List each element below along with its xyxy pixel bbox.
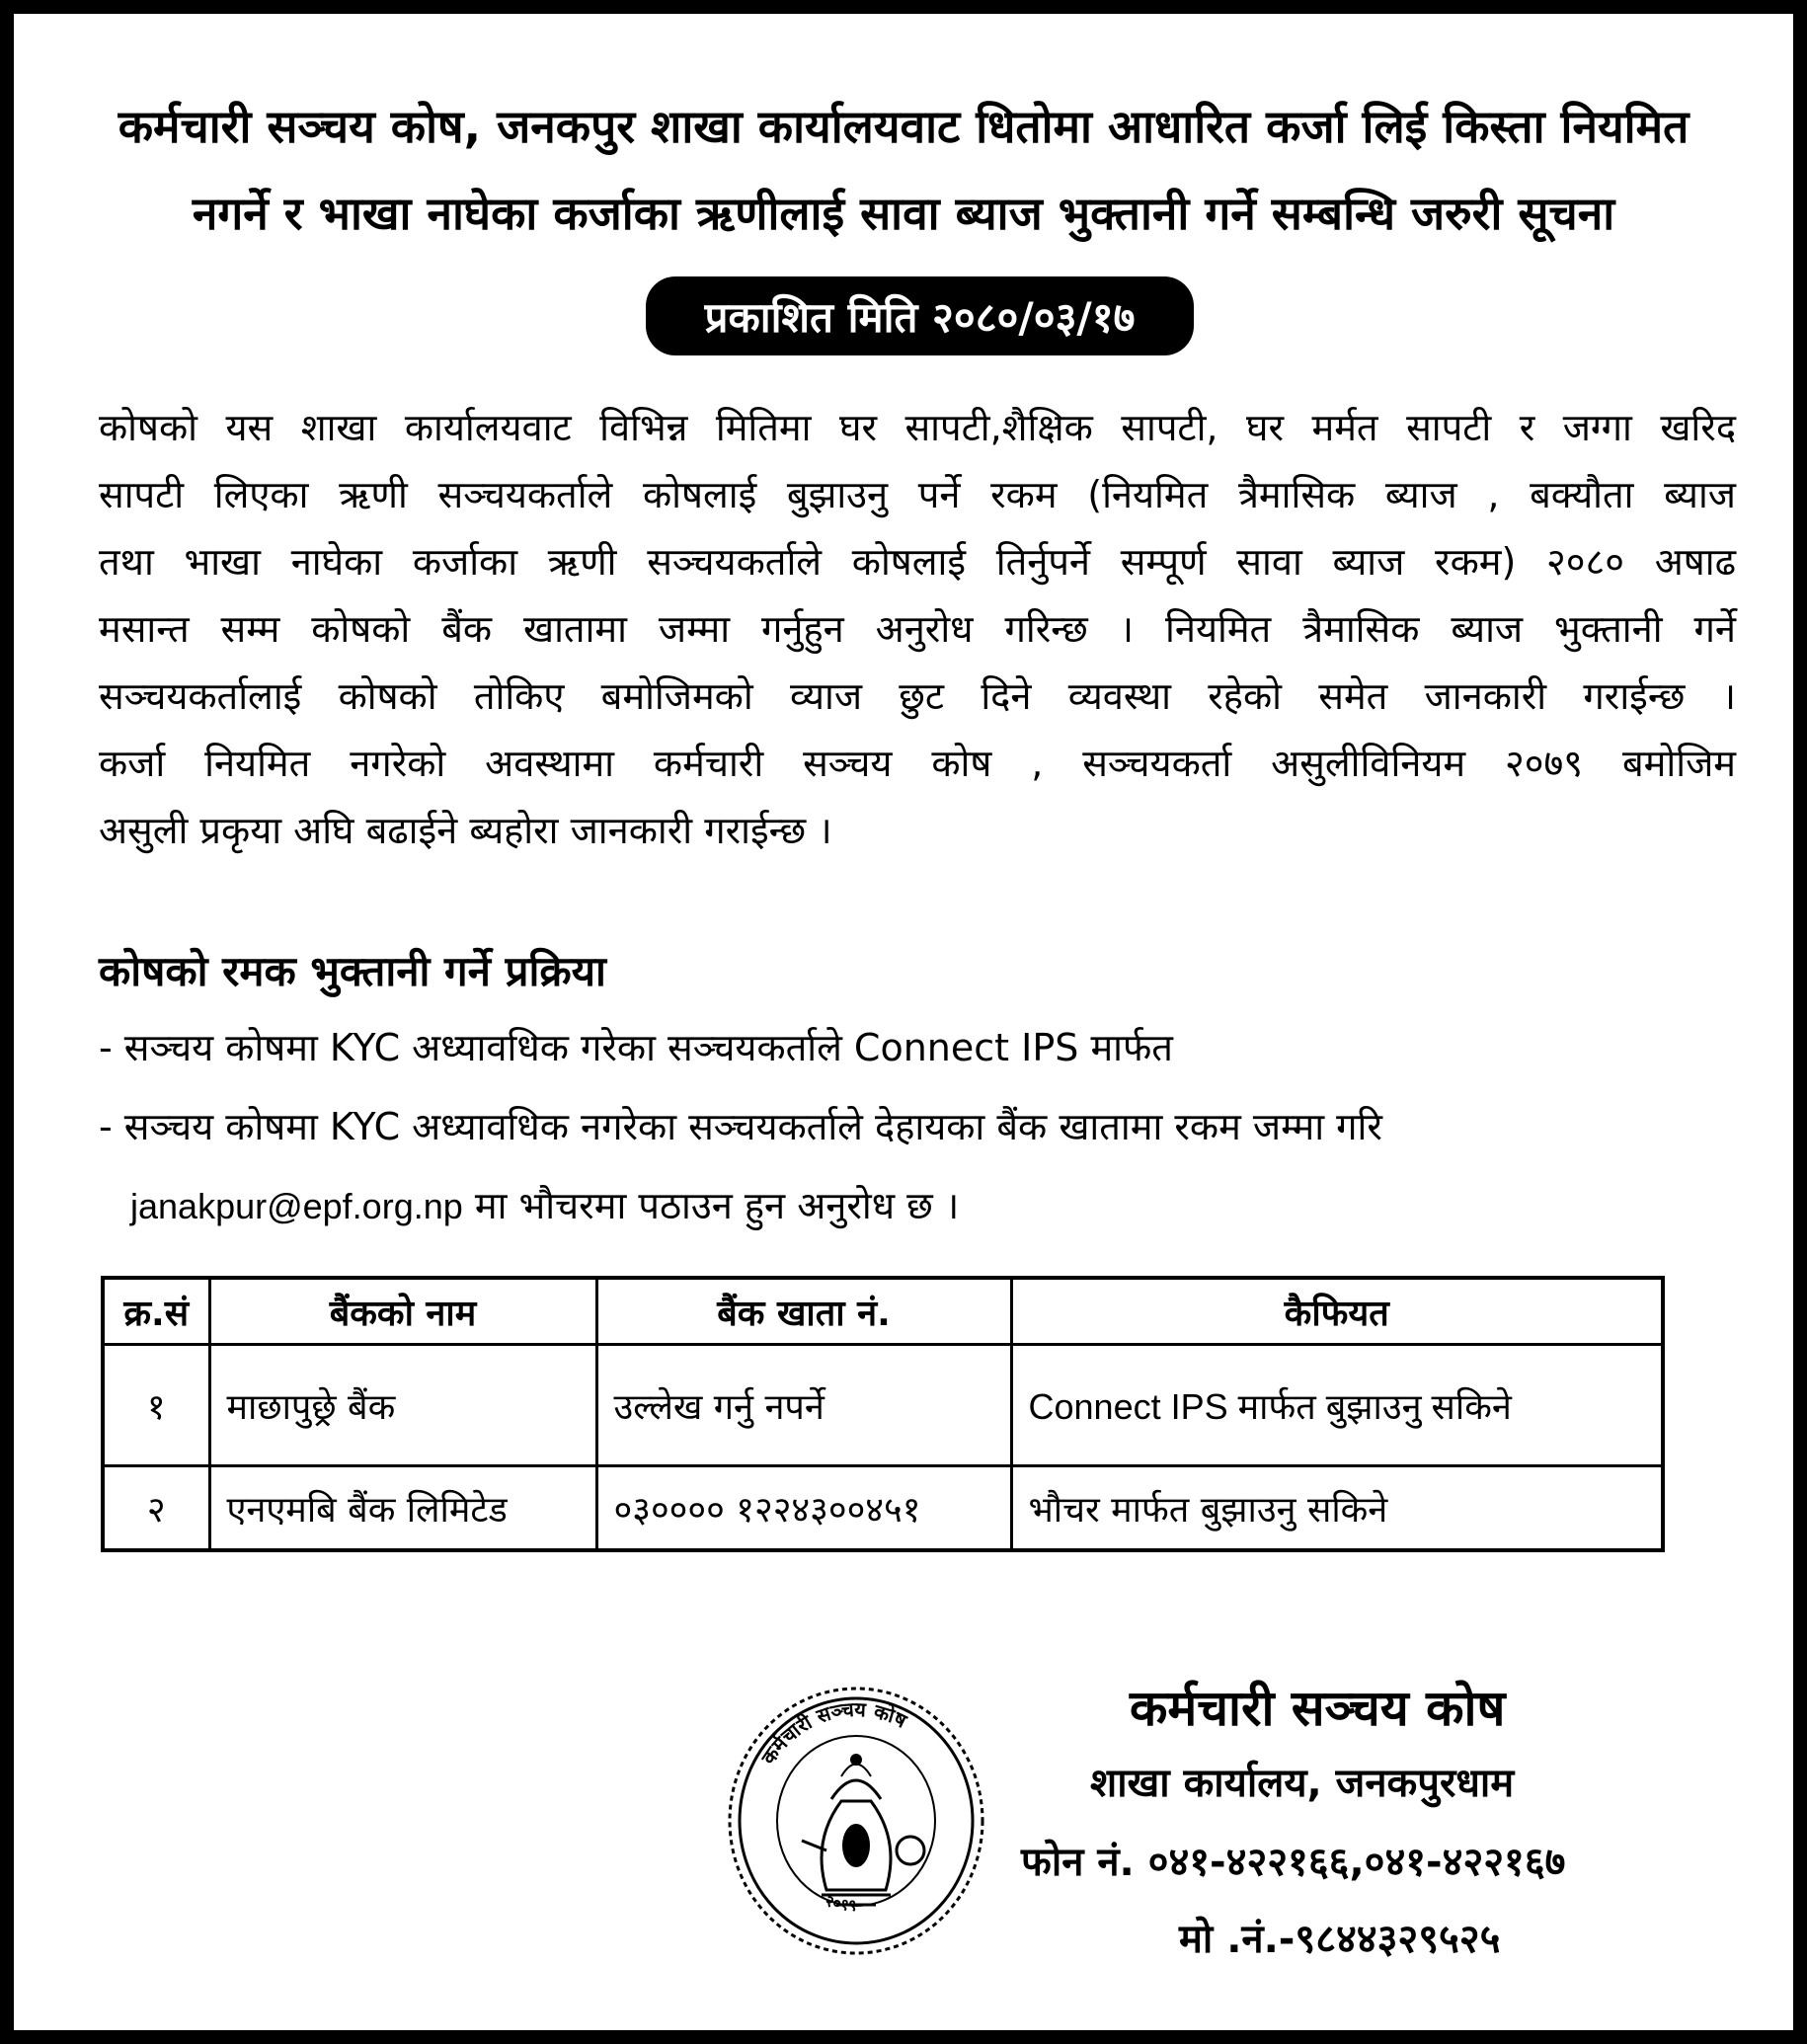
signature-org: कर्मचारी सञ्चय कोष (1130, 1680, 1506, 1737)
column-header-remarks: कैफियत (1011, 1278, 1663, 1345)
procedure-item-2-rest: मा भौचरमा पठाउन हुन अनुरोध छ । (462, 1184, 960, 1227)
body-line: तथा भाखा नाघेका कर्जाका ऋणी सञ्चयकर्ताले कोषलाई तिर्नुपर्ने सम्पूर्ण सावा ब्याज रकम) २०८० अषाढ (99, 540, 1736, 584)
body-line: कोषको यस शाखा कार्यालयवाट विभिन्न मितिमा घर सापटी,शैक्षिक सापटी, घर मर्मत सापटी र जग्गा खरिद (99, 406, 1736, 449)
notice-title (53, 83, 1754, 257)
column-header-account-number: बैंक खाता नं. (596, 1278, 1011, 1345)
procedure-item-2-continued (130, 1179, 959, 1230)
cell-serial: १ (103, 1345, 209, 1466)
cell-remarks: भौचर मार्फत बुझाउनु सकिने (1011, 1466, 1663, 1551)
procedure-title: कोषको रमक भुक्तानी गर्ने प्रक्रिया (99, 947, 606, 995)
table-row (103, 1345, 1663, 1466)
signature-office: शाखा कार्यालय, जनकपुरधाम (1090, 1761, 1515, 1806)
bank-account-table (101, 1276, 1665, 1552)
cell-remarks: Connect IPS मार्फत बुझाउनु सकिने (1011, 1345, 1663, 1466)
seal-graphic (723, 1683, 989, 1959)
seal-year-text: २०१९ (823, 1891, 857, 1916)
procedure-item-1: - सञ्चय कोषमा KYC अध्यावधिक गरेका सञ्चयकर्ताले Connect IPS मार्फत (99, 1026, 1173, 1069)
signature-phone: फोन नं. ०४१-४२२१६६,०४१-४२२१६७ (1021, 1840, 1566, 1885)
notice-title-line-2: नगर्ने र भाखा नाघेका कर्जाका ऋणीलाई सावा ब्याज भुक्तानी गर्ने सम्बन्धि जरुरी सूचना (192, 187, 1615, 240)
column-header-bank-name: बैंकको नाम (209, 1278, 596, 1345)
seal-ring-text: कर्मचारी सञ्चय कोष (755, 1696, 911, 1769)
cell-account-number: उल्लेख गर्नु नपर्ने (596, 1345, 1011, 1466)
epf-seal-icon (723, 1683, 989, 1959)
email-link[interactable]: janakpur@epf.org.np (130, 1186, 463, 1226)
published-date-badge (646, 276, 1194, 355)
cell-bank-name: एनएमबि बैंक लिमिटेड (209, 1466, 596, 1551)
notice-body (99, 394, 1736, 864)
body-line: सञ्चयकर्तालाई कोषको तोकिए बमोजिमको व्याज छुट दिने व्यवस्था रहेको समेत जानकारी गराईन्छ । (99, 674, 1736, 718)
cell-serial: २ (103, 1466, 209, 1551)
notice-title-line-1: कर्मचारी सञ्चय कोष, जनकपुर शाखा कार्यालयवाट धितोमा आधारित कर्जा लिई किस्ता नियमित (118, 100, 1689, 153)
body-line: असुली प्रकृया अघि बढाईने ब्यहोरा जानकारी गराईन्छ । (99, 809, 832, 852)
published-date-label: प्रकाशित मिति २०८०/०३/१७ (704, 292, 1136, 342)
cell-bank-name: माछापुछ्रे बैंक (209, 1345, 596, 1466)
table-row (103, 1466, 1663, 1551)
procedure-item-2: - सञ्चय कोषमा KYC अध्यावधिक नगरेका सञ्चयकर्ताले देहायका बैंक खातामा रकम जम्मा गरि (99, 1105, 1382, 1148)
body-line: कर्जा नियमित नगरेको अवस्थामा कर्मचारी सञ्चय कोष , सञ्चयकर्ता असुलीविनियम २०७९ बमोजिम (99, 742, 1736, 785)
column-header-serial: क्र.सं (103, 1278, 209, 1345)
cell-account-number: ०३०००० १२२४३००४५१ (596, 1466, 1011, 1551)
body-line: मसान्त सम्म कोषको बैंक खातामा जम्मा गर्नुहुन अनुरोध गरिन्छ । नियमित त्रैमासिक ब्याज भुक्तानी गर्ने (99, 607, 1736, 651)
body-line: सापटी लिएका ऋणी सञ्चयकर्ताले कोषलाई बुझाउनु पर्ने रकम (नियमित त्रैमासिक ब्याज , बक्यौता ब्याज (99, 473, 1736, 516)
table-header-row (103, 1278, 1663, 1345)
signature-mobile: मो .नं.-९८४४३२९५२५ (1179, 1917, 1501, 1962)
